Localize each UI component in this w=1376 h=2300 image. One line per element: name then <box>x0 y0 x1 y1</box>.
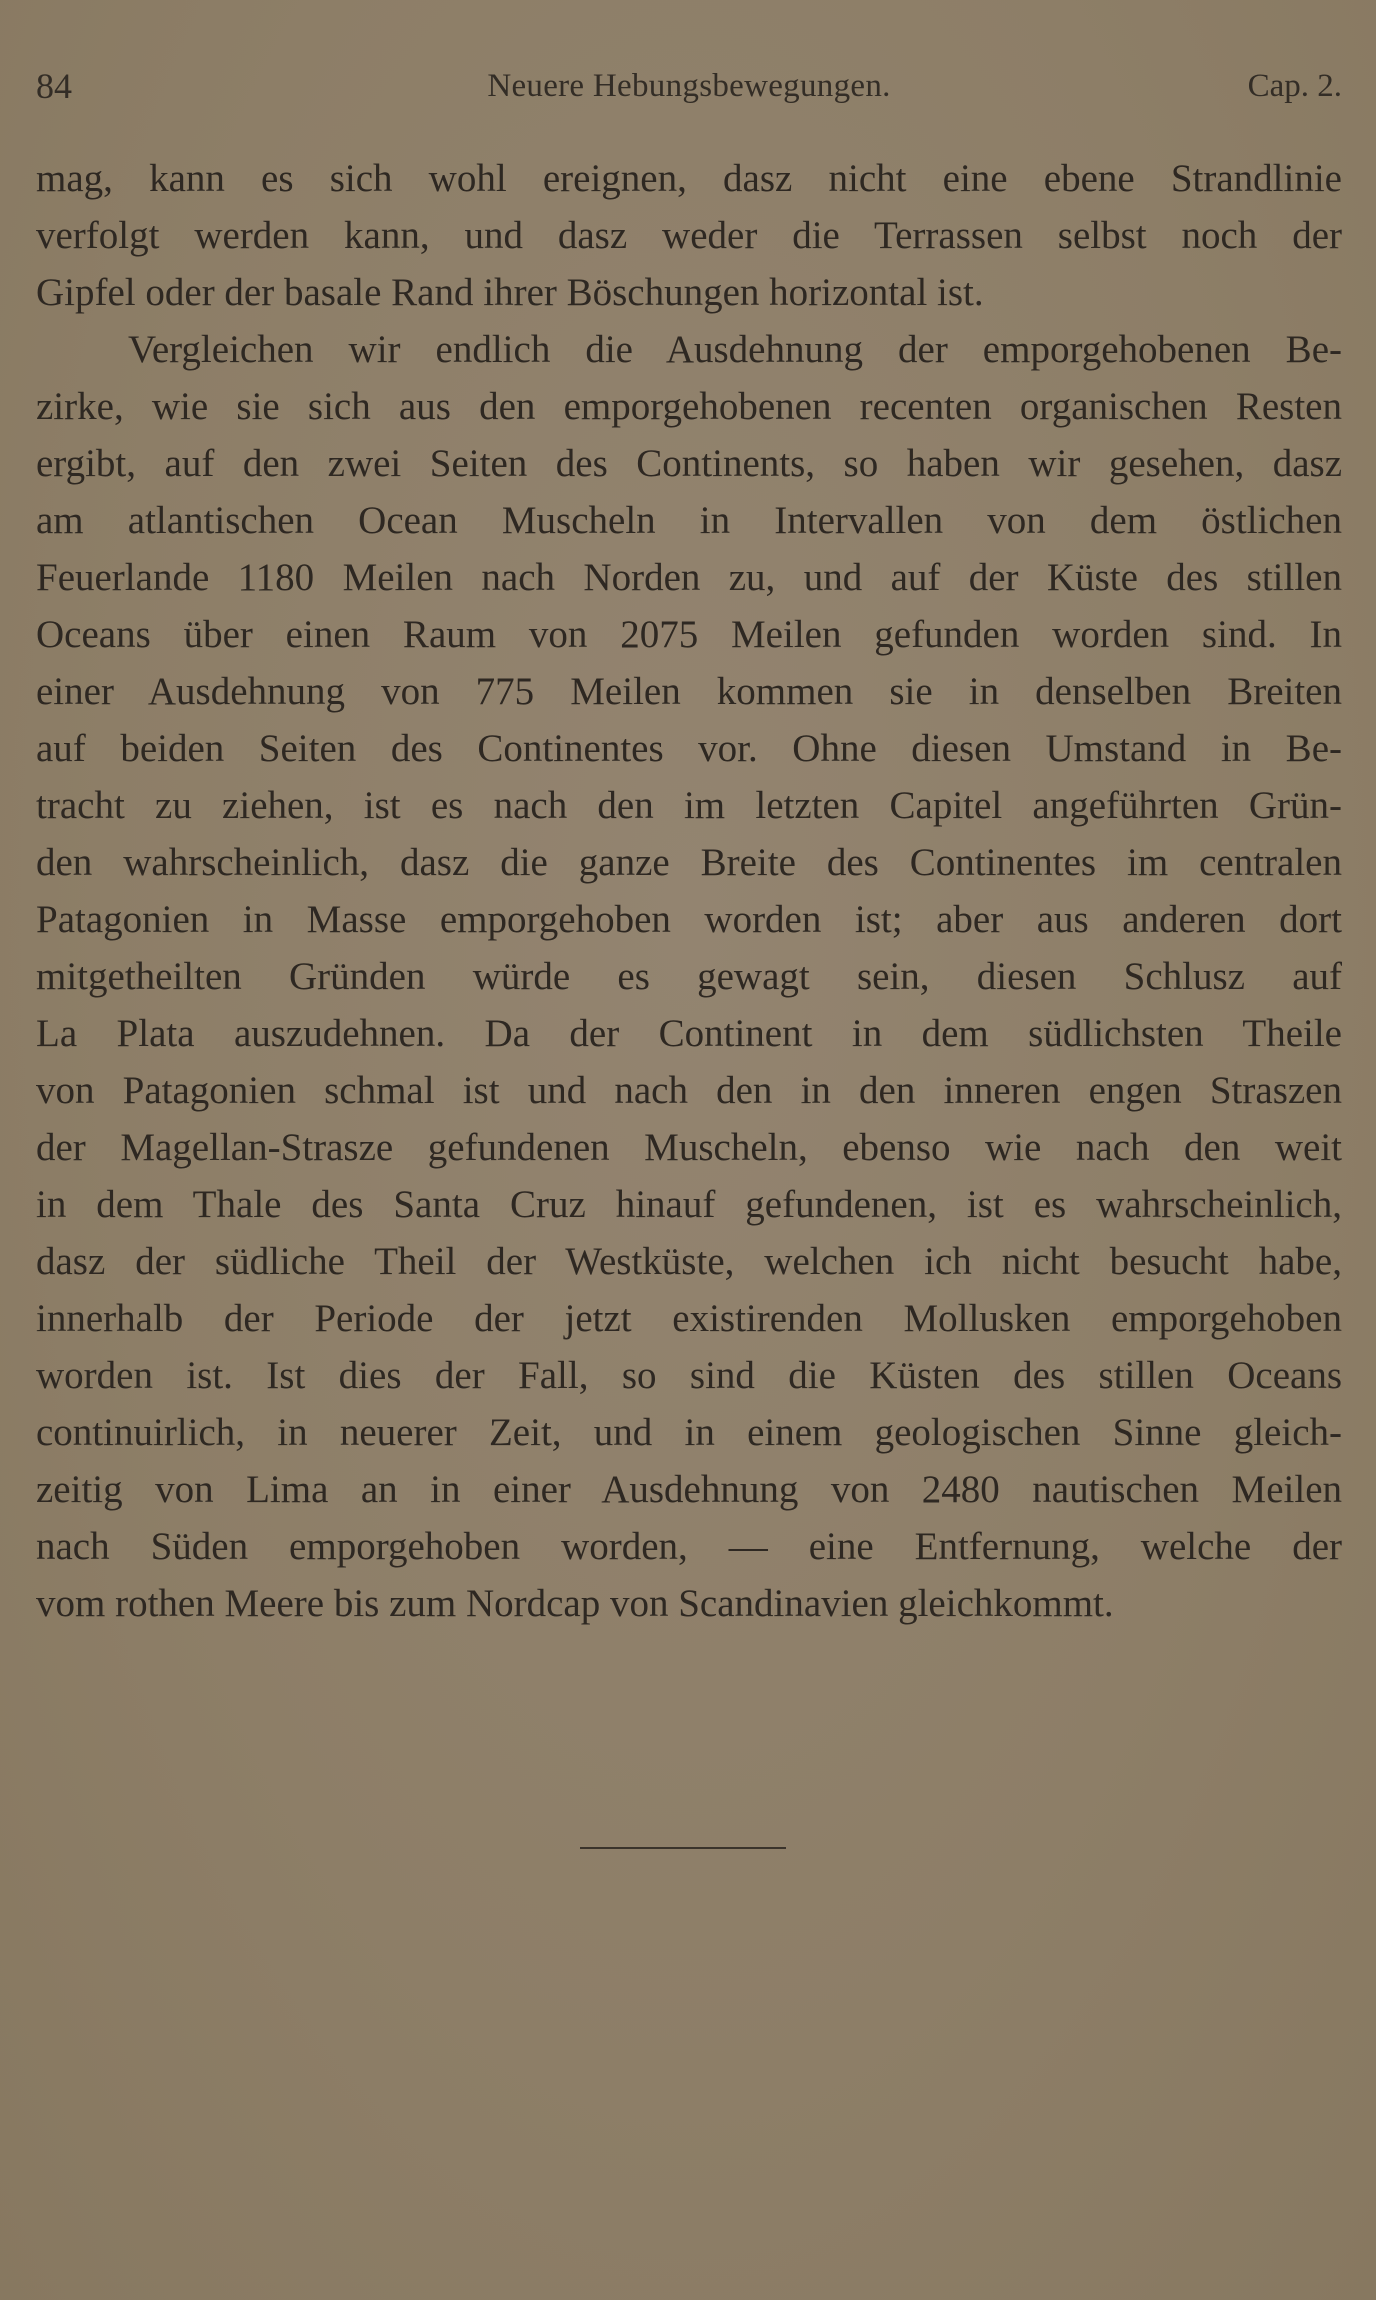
text-line: am atlantischen Ocean Muscheln in Intervallen von dem östlichen <box>36 499 1342 542</box>
text-line: zeitig von Lima an in einer Ausdehnung von 2480 nautischen Meilen <box>36 1468 1342 1511</box>
text-line: ergibt, auf den zwei Seiten des Continents, so haben wir gesehen, dasz <box>36 442 1342 485</box>
text-line: Oceans über einen Raum von 2075 Meilen gefunden worden sind. In <box>36 613 1342 656</box>
text-line: dasz der südliche Theil der Westküste, welchen ich nicht besucht habe, <box>36 1240 1342 1283</box>
chapter-label: Cap. 2. <box>1247 68 1342 104</box>
text-line: Feuerlande 1180 Meilen nach Norden zu, und auf der Küste des stillen <box>36 556 1342 599</box>
text-line: von Patagonien schmal ist und nach den in den inneren engen Straszen <box>36 1069 1342 1112</box>
running-title: Neuere Hebungsbewegungen. <box>487 68 891 104</box>
text-line: einer Ausdehnung von 775 Meilen kommen sie in denselben Breiten <box>36 670 1342 713</box>
text-line: auf beiden Seiten des Continentes vor. Ohne diesen Umstand in Be- <box>36 727 1342 770</box>
text-line: der Magellan-Strasze gefundenen Muscheln, ebenso wie nach den weit <box>36 1126 1342 1169</box>
text-line: vom rothen Meere bis zum Nordcap von Scandinavien gleichkommt. <box>36 1582 1114 1625</box>
text-line: nach Süden emporgehoben worden, — eine Entfernung, welche der <box>36 1525 1342 1568</box>
text-line: Gipfel oder der basale Rand ihrer Böschungen horizontal ist. <box>36 271 984 314</box>
paragraph <box>36 150 1342 321</box>
text-line: innerhalb der Periode der jetzt existirenden Mollusken emporgehoben <box>36 1297 1342 1340</box>
running-head <box>36 58 1342 114</box>
paragraph <box>36 321 1342 1632</box>
text-line: tracht zu ziehen, ist es nach den im letzten Capitel angeführten Grün- <box>36 784 1342 827</box>
body-text <box>36 150 1342 1632</box>
text-line: in dem Thale des Santa Cruz hinauf gefundenen, ist es wahrscheinlich, <box>36 1183 1342 1226</box>
text-line: Patagonien in Masse emporgehoben worden ist; aber aus anderen dort <box>36 898 1342 941</box>
text-line: Vergleichen wir endlich die Ausdehnung der emporgehobenen Be- <box>128 328 1342 371</box>
page-number: 84 <box>36 66 72 106</box>
text-line: den wahrscheinlich, dasz die ganze Breite des Continentes im centralen <box>36 841 1342 884</box>
text-line: worden ist. Ist dies der Fall, so sind die Küsten des stillen Oceans <box>36 1354 1342 1397</box>
section-end-rule <box>580 1847 786 1849</box>
text-line: mag, kann es sich wohl ereignen, dasz nicht eine ebene Strandlinie <box>36 157 1342 200</box>
text-line: La Plata auszudehnen. Da der Continent in dem südlichsten Theile <box>36 1012 1342 1055</box>
text-line: continuirlich, in neuerer Zeit, und in einem geologischen Sinne gleich- <box>36 1411 1342 1454</box>
text-line: verfolgt werden kann, und dasz weder die Terrassen selbst noch der <box>36 214 1342 257</box>
text-line: zirke, wie sie sich aus den emporgehobenen recenten organischen Resten <box>36 385 1342 428</box>
text-line: mitgetheilten Gründen würde es gewagt sein, diesen Schlusz auf <box>36 955 1342 998</box>
